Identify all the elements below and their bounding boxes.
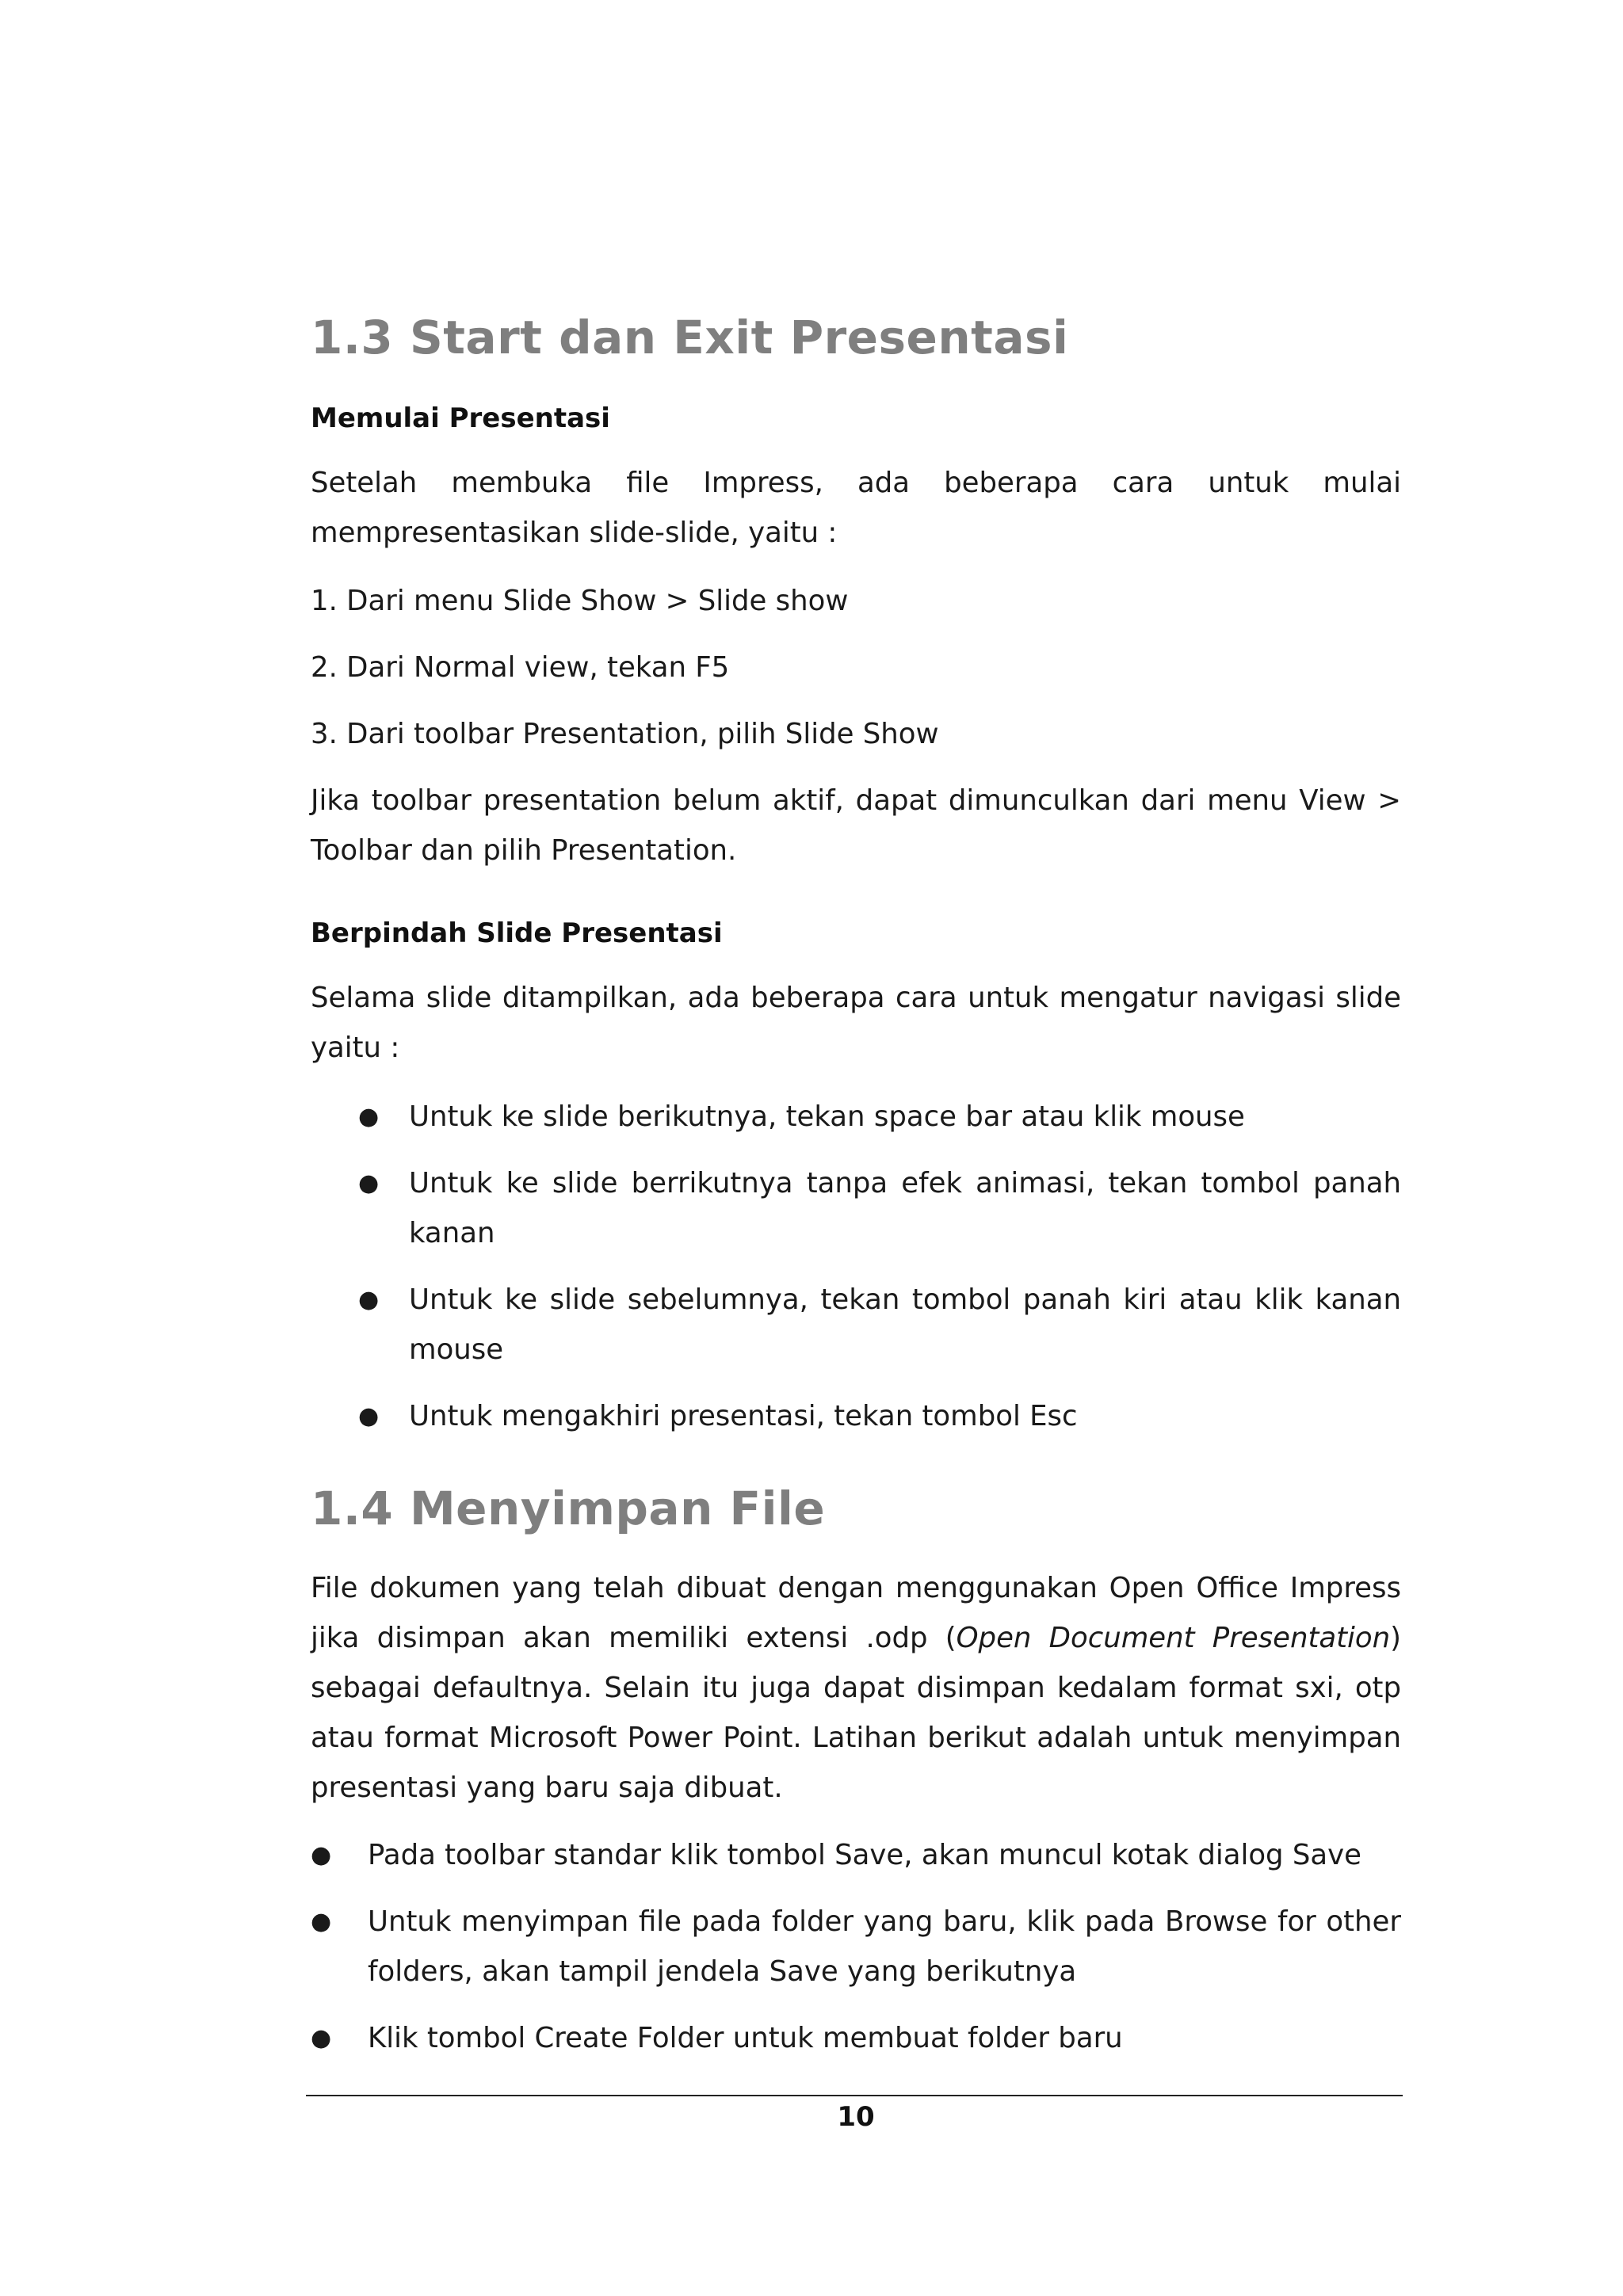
footer-rule: [306, 2095, 1403, 2096]
bullet-icon: ●: [358, 1103, 380, 1131]
bullet-icon: ●: [358, 1286, 380, 1314]
word: Setelah: [311, 467, 418, 499]
save-description: File dokumen yang telah dibuat dengan menggunakan Open Office Impress jika disimpan akan memiliki extensi .odp (Open Document Presentation) sebagai defaultnya. Selain itu juga dapat disimpan kedalam format sxi, otp atau format Microsoft Power Point. Latihan berikut adalah untuk menyimpan presentasi yang baru saja dibuat.: [311, 1572, 1402, 1804]
word: untuk: [1208, 467, 1289, 499]
subheading-berpindah-slide: Berpindah Slide Presentasi: [311, 917, 723, 949]
step-item: 2. Dari Normal view, tekan F5: [311, 651, 730, 684]
step-item: 3. Dari toolbar Presentation, pilih Slide Show: [311, 718, 939, 750]
bullet-icon: ●: [311, 1841, 332, 1869]
word: file: [626, 467, 670, 499]
word: mulai: [1323, 467, 1401, 499]
bullet-icon: ●: [358, 1402, 380, 1430]
navigation-intro: Selama slide ditampilkan, ada beberapa cara untuk mengatur navigasi slide yaitu :: [311, 982, 1401, 1064]
section-heading-1-4: 1.4 Menyimpan File: [311, 1482, 826, 1535]
step-item: 1. Dari menu Slide Show > Slide show: [311, 585, 849, 617]
word: Impress,: [703, 467, 823, 499]
word: cara: [1112, 467, 1174, 499]
subheading-memulai-presentasi: Memulai Presentasi: [311, 402, 610, 434]
page-number: 10: [837, 2101, 875, 2133]
bullet-icon: ●: [311, 2024, 332, 2052]
document-page: 1.3 Start dan Exit Presentasi Memulai Presentasi Setelah membuka file Impress, ada beberapa cara untuk mulai mempresentasikan slide-slide, yaitu : 1. Dari menu Slide Show > Slide show 2. Dari Normal view, tekan F5 3. Dari toolbar Presentation, pilih Slide Show Jika toolbar presentation belum aktif, dapat dimunculkan dari menu View > Toolbar dan pilih Presentation. Berpindah Slide Presentasi Selama slide ditampilkan, ada beberapa cara untuk mengatur navigasi slide yaitu : ● Untuk ke slide berikutnya, tekan space bar atau klik mouse ● Untuk ke slide berrikutnya tanpa efek animasi, tekan tombol panah kanan ● Untuk ke slide sebelumnya, tekan tombol panah kiri atau klik kanan mouse ● Untuk mengakhiri presentasi, tekan tombol Esc 1.4 Menyimpan File File dokumen yang telah dibuat dengan menggunakan Open Office Impress jika disimpan akan memiliki extensi .odp (Open Document Presentation) sebagai defaultnya. Selain itu juga dapat disimpan kedalam format sxi, otp atau format Microsoft Power Point. Latihan berikut adalah untuk menyimpan presentasi yang baru saja dibuat. ● Pada toolbar standar klik tombol Save, akan muncul kotak dialog Save ● Untuk menyimpan file pada folder yang baru, klik pada Browse for other folders, akan tampil jendela Save yang berikutnya ● Klik tombol Create Folder untuk membuat folder baru 10: [311, 0, 1401, 2296]
bullet-icon: ●: [358, 1169, 380, 1197]
intro-line-1: [311, 458, 1401, 508]
bullet-icon: ●: [311, 1908, 332, 1936]
intro-line-2: mempresentasikan slide-slide, yaitu :: [311, 517, 838, 549]
word: beberapa: [944, 467, 1079, 499]
word: ada: [857, 467, 911, 499]
section-heading-1-3: 1.3 Start dan Exit Presentasi: [311, 311, 1069, 364]
word: membuka: [451, 467, 593, 499]
toolbar-note: Jika toolbar presentation belum aktif, dapat dimunculkan dari menu View > Toolbar dan pilih Presentation.: [311, 784, 1401, 867]
